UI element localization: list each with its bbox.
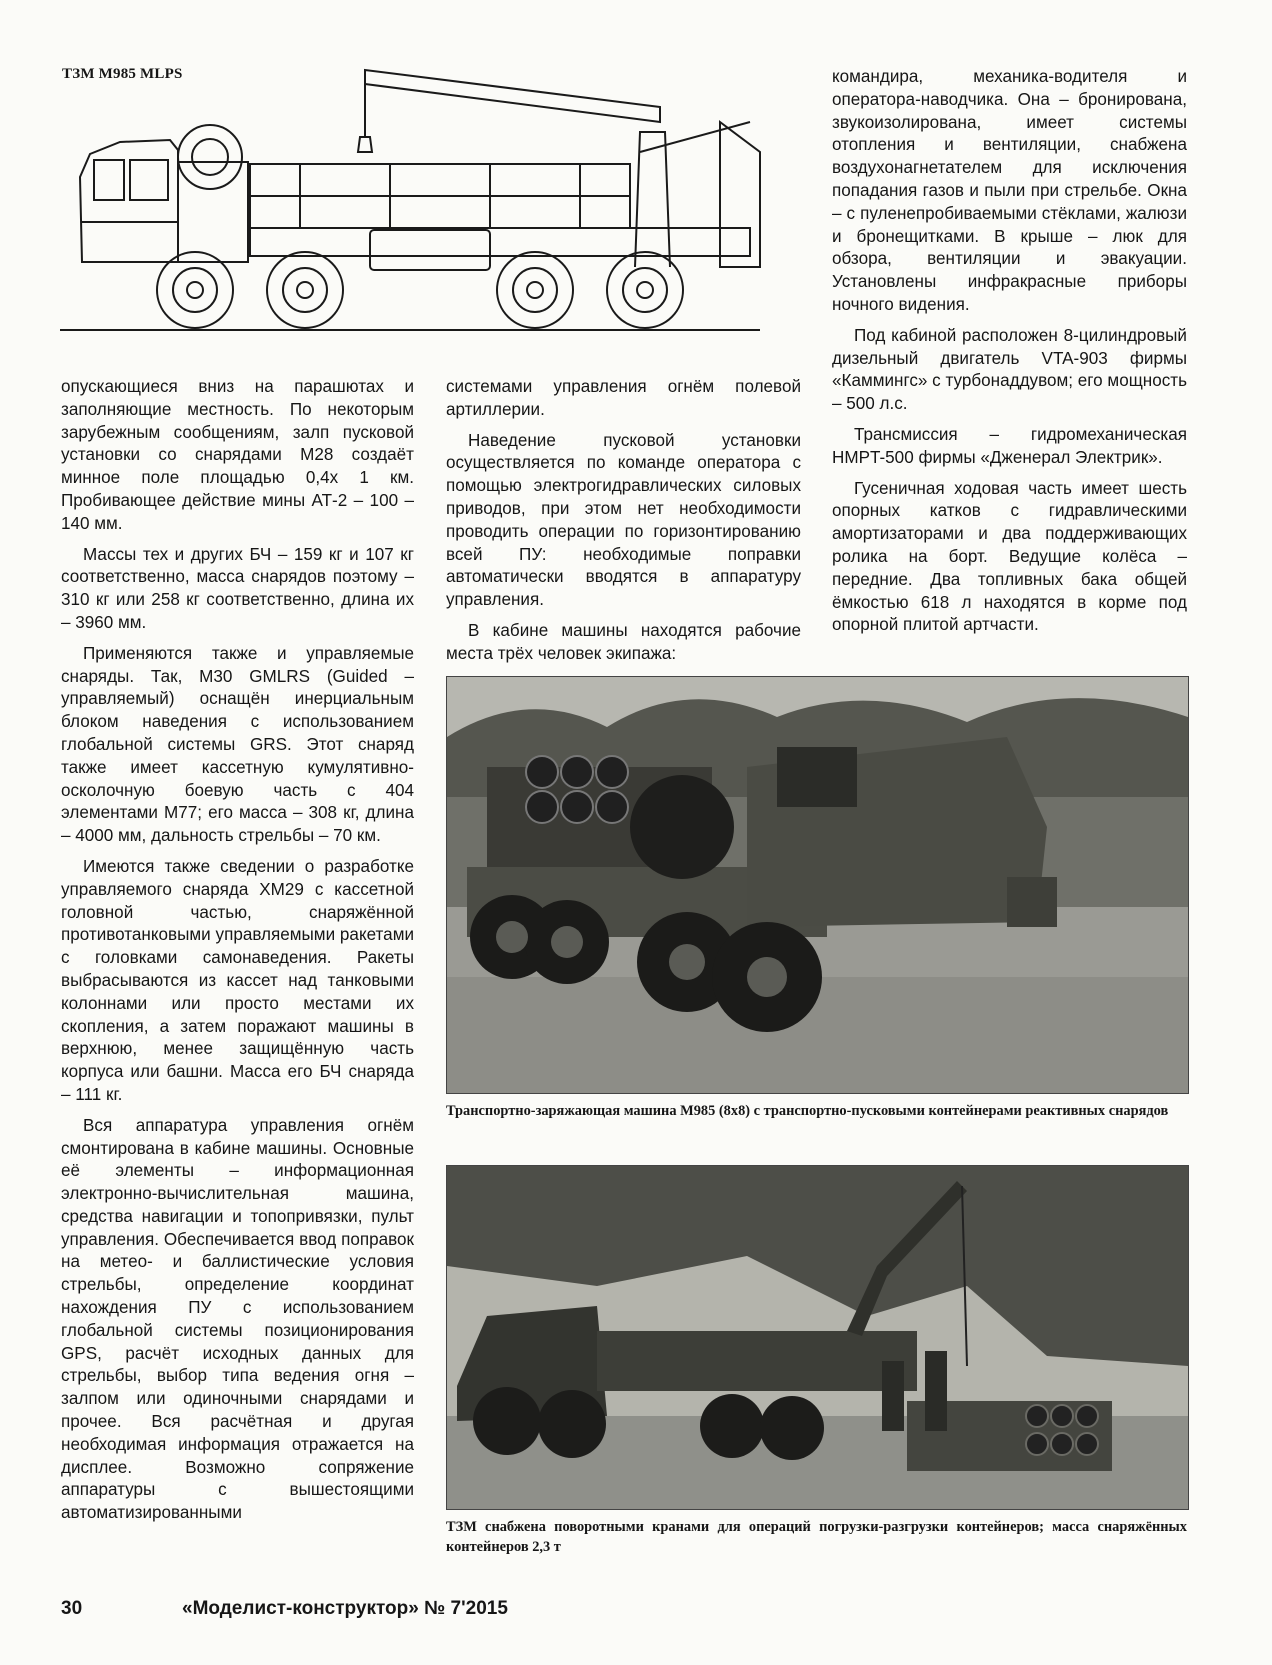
paragraph: Под кабиной расположен 8-цилиндровый дизельный двигатель VTA-903 фирмы «Каммингс» с турбонаддувом; его мощность – 500 л.с. — [832, 325, 1187, 414]
paragraph: В кабине машины находятся рабочие места трёх человек экипажа: — [446, 620, 801, 663]
paragraph: Гусеничная ходовая часть имеет шесть опорных катков с гидравлическими амортизаторами и два поддерживающих ролика на борт. Ведущие колёса – передние. Два топливных бака общей ёмкостью 618 л находятся в корме под опорной плитой артчасти. — [832, 478, 1187, 635]
paragraph: Трансмиссия – гидромеханическая HMPT-500 фирмы «Дженерал Электрик». — [832, 424, 1187, 467]
paragraph: Применяются также и управляемые снаряды. Так, М30 GMLRS (Guided – управляемый) оснащён инерциальным блоком наведения с использованием глобальной системы GRS. Этот снаряд также имеет кассетную кумулятивно-осколочную боевую часть с 404 элементами М77; его масса – 308 кг, длина – 4000 мм, дальность стрельбы – 70 км. — [61, 643, 414, 846]
truck-technical-drawing — [60, 62, 805, 362]
text-column-1 — [61, 376, 414, 1533]
drawing-label: ТЗМ M985 MLPS — [62, 66, 183, 82]
truck-photo-2 — [446, 1165, 1189, 1510]
paragraph: системами управления огнём полевой артиллерии. — [446, 377, 801, 419]
paragraph: командира, механика-водителя и оператора-наводчика. Она – бронирована, звукоизолирована, имеет системы отопления и вентиляции, снабжена воздухонагнетателем для исключения попадания газов и пыли при стрельбе. Окна – с пуленепробиваемыми стёклами, жалюзи и бронещитками. В крыше – люк для обзора, вентиляции и эвакуации. Установлены инфракрасные приборы ночного видения. — [832, 67, 1187, 314]
paragraph: Имеются также сведении о разработке управляемого снаряда XM29 с кассетной головной частью, снаряжённой противотанковыми управляемыми ракетами с головками самонаведения. Ракеты выбрасываются из кассет над танковыми колоннами или просто местами их скопления, а затем поражают машины в верхнюю, менее защищённую часть корпуса или башни. Масса его БЧ снаряда – 111 кг. — [61, 856, 414, 1104]
paragraph: Массы тех и других БЧ – 159 кг и 107 кг соответственно, масса снарядов поэтому – 310 кг или 258 кг соответственно, длина их – 3960 мм. — [61, 544, 414, 632]
magazine-title: «Моделист-конструктор» № 7'2015 — [182, 1598, 508, 1619]
page-number: 30 — [61, 1598, 83, 1619]
truck-photo-1 — [446, 676, 1189, 1094]
photo-caption-1: Транспортно-заряжающая машина М985 (8х8) с транспортно-пусковыми контейнерами реактивных снарядов — [446, 1103, 1169, 1119]
paragraph: опускающиеся вниз на парашютах и заполняющие местность. По некоторым зарубежным сообщениям, залп пусковой установки со снарядами М28 создаёт минное поле площадью 0,4х 1 км. Пробивающее действие мины АТ-2 – 100 – 140 мм. — [61, 377, 414, 533]
text-column-3 — [832, 66, 1187, 645]
text-column-2 — [446, 376, 801, 674]
photo-caption-2: ТЗМ снабжена поворотными кранами для операций погрузки-разгрузки контейнеров; масса снаряжённых контейнеров 2,3 т — [446, 1519, 1187, 1555]
paragraph: Наведение пусковой установки осуществляется по команде оператора с помощью электрогидравлических силовых приводов, при этом нет необходимости проводить операции по горизонтированию всей ПУ: необходимые поправки автоматически вводятся в аппаратуру управления. — [446, 430, 801, 610]
paragraph: Вся аппаратура управления огнём смонтирована в кабине машины. Основные её элементы – информационная электронно-вычислительная машина, средства навигации и топопривязки, пульт управления. Обеспечивается ввод поправок на метео- и баллистические условия стрельбы, определение координат нахождения ПУ с использованием глобальной системы позиционирования GPS, расчёт исходных данных для стрельбы, выбор типа ведения огня – залпом или одиночными снарядами и прочее. Вся расчётная и другая необходимая информация отражается на дисплее. Возможно сопряжение аппаратуры с вышестоящими автоматизированными — [61, 1115, 414, 1523]
